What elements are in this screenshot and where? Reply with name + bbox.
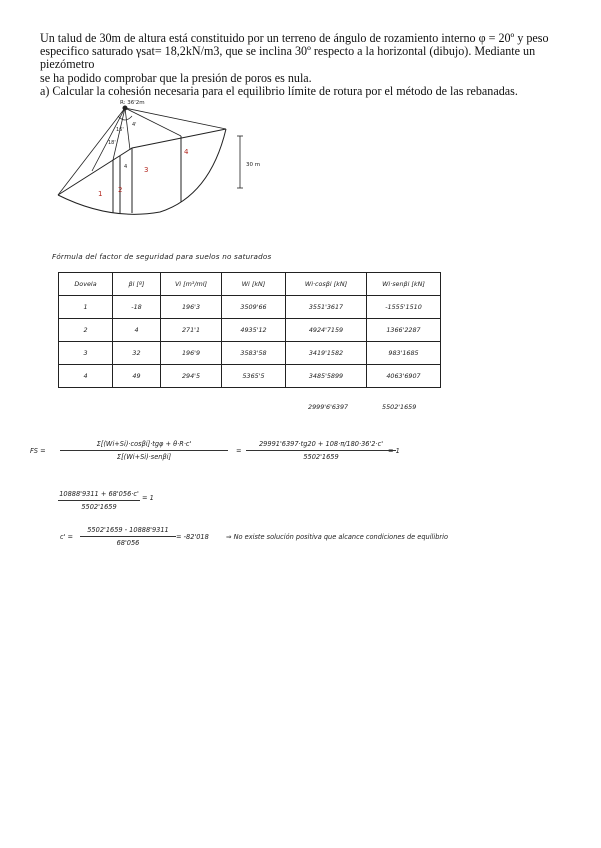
fs-general-numerator: Σ[(Wi+Si)·cosβi]·tgφ + θ·R·c' [96, 440, 192, 448]
angle-label-1: 18' [108, 140, 116, 146]
step3-result: = -82'018 [176, 533, 209, 541]
angle-label-3: 4 [124, 164, 128, 170]
header-volume: Vi [m³/ml] [161, 273, 222, 296]
statement-line-2: especifico saturado γsat= 18,2kN/m3, que se inclina 30º respecto a la horizontal (dibujo). Mediante un piezómetro [40, 44, 536, 72]
cell: 3551'3617 [286, 296, 367, 319]
fs-general-denominator: Σ[(Wi+Si)·senβi] [116, 453, 172, 461]
document-page: Un talud de 30m de altura está constituido por un terreno de ángulo de rozamiento interno φ = 20º y peso especifico saturado γsat= 18,2kN/m3, que se inclina 30º respecto a la horizontal (dibujo). Mediante un piezómetro se ha podido comprobar que la presión de poros es nula. a) Calcular la cohesión necesaria para el equilibrio límite de rotura por el método de las rebanadas. R: 36'2m 18' 16' 4 4' 1 2 3 4 30 m Fórmula del factor de seguridad para suelos no saturados Dovela βi [º] Vi [m³/ml] Wi [kN] Wi·cosβi [kN] Wi·senβi [kN] 1 -18 196'3 3509'66 3551'3617 -1555'1510 2 4 271'1 4935'12 4924'7159 1366'2287 3 32 196'9 3583'58 3419'1582 983'1685 4 49 294'5 5365'5 3485'5899 4063'6907 2999'6'6397 5502'1659 FS = Σ[(Wi+Si)·cosβi]·tgφ + θ·R·c' Σ[(Wi+Si)·senβi] = 29991'6397·tg20 + 108·π/180·36'2·c' 5502'1659 = 1 10888'9311 + 68'056·c' 5502'1659 = 1 c' = 5502'1659 - 10888'9311 68'056 = -82'018 ⇒ No existe solución positiva que alcance condiciones de equilibrio [0, 0, 601, 848]
sum-cos: 2999'6'6397 [308, 403, 349, 411]
fs-values-fraction [246, 440, 396, 461]
statement-line-3: se ha podido comprobar que la presión de poros es nula. [40, 70, 312, 85]
height-label: 30 m [246, 162, 261, 168]
cell: -1555'1510 [367, 296, 441, 319]
cell: 4924'7159 [286, 319, 367, 342]
header-beta: βi [º] [113, 273, 161, 296]
fs-label: FS = [30, 447, 46, 455]
cell: 3419'1582 [286, 342, 367, 365]
table-row [59, 296, 441, 319]
failure-arc [58, 129, 226, 214]
statement-line-1: Un talud de 30m de altura está constituido por un terreno de ángulo de rozamiento interno φ = 20º y peso [40, 31, 549, 45]
slice-label-1: 1 [98, 190, 103, 198]
fs-general-fraction [60, 440, 228, 461]
header-wcos: Wi·cosβi [kN] [286, 273, 367, 296]
step3-fraction [80, 526, 176, 547]
circle-center [123, 106, 127, 110]
fs-equals-one: = 1 [388, 447, 400, 455]
fs-values-denominator: 5502'1659 [303, 453, 339, 461]
problem-statement [40, 32, 580, 98]
table-row [59, 342, 441, 365]
height-dimension [237, 136, 243, 188]
table-row [59, 319, 441, 342]
step3-numerator: 5502'1659 - 10888'9311 [87, 526, 169, 534]
cell: 3583'58 [222, 342, 286, 365]
slope-diagram [50, 96, 280, 221]
cell: 4 [59, 365, 113, 388]
cell: 49 [113, 365, 161, 388]
sum-sin: 5502'1659 [382, 403, 417, 411]
radius-label: R: 36'2m [120, 100, 145, 106]
header-dovela: Dovela [59, 273, 113, 296]
fs-values-numerator: 29991'6397·tg20 + 108·π/180·36'2·c' [258, 440, 384, 448]
angle-label-4: 4' [132, 122, 137, 128]
slices-table [58, 272, 441, 388]
statement-line-4: a) Calcular la cohesión necesaria para el equilibrio límite de rotura por el método de las rebanadas. [40, 83, 518, 98]
cell: 196'9 [161, 342, 222, 365]
cell: 3509'66 [222, 296, 286, 319]
step3-denominator: 68'056 [116, 539, 140, 547]
radii-lines [58, 108, 226, 195]
step2-equals: = 1 [142, 494, 154, 502]
conclusion: ⇒ No existe solución positiva que alcance condiciones de equilibrio [226, 533, 448, 541]
table-header-row [59, 273, 441, 296]
cell: 196'3 [161, 296, 222, 319]
step2-fraction [58, 490, 140, 511]
cell: 3 [59, 342, 113, 365]
slice-label-3: 3 [144, 166, 149, 174]
cell: 271'1 [161, 319, 222, 342]
cell: 5365'5 [222, 365, 286, 388]
cell: 32 [113, 342, 161, 365]
cell: 2 [59, 319, 113, 342]
cell: 4063'6907 [367, 365, 441, 388]
cell: 983'1685 [367, 342, 441, 365]
cell: 1366'2287 [367, 319, 441, 342]
cell: 3485'5899 [286, 365, 367, 388]
cell: 4935'12 [222, 319, 286, 342]
header-weight: Wi [kN] [222, 273, 286, 296]
cell: 4 [113, 319, 161, 342]
slice-label-2: 2 [118, 186, 123, 194]
angle-label-2: 16' [116, 127, 124, 133]
slice-boundaries [113, 136, 181, 214]
cell: 294'5 [161, 365, 222, 388]
table-row [59, 365, 441, 388]
cell: 1 [59, 296, 113, 319]
slice-label-4: 4 [184, 148, 189, 156]
step2-numerator: 10888'9311 + 68'056·c' [59, 490, 139, 498]
step3-prefix: c' = [60, 533, 74, 541]
cell: -18 [113, 296, 161, 319]
table-caption: Fórmula del factor de seguridad para suelos no saturados [52, 252, 272, 261]
step2-denominator: 5502'1659 [81, 503, 117, 511]
header-wsin: Wi·senβi [kN] [367, 273, 441, 296]
